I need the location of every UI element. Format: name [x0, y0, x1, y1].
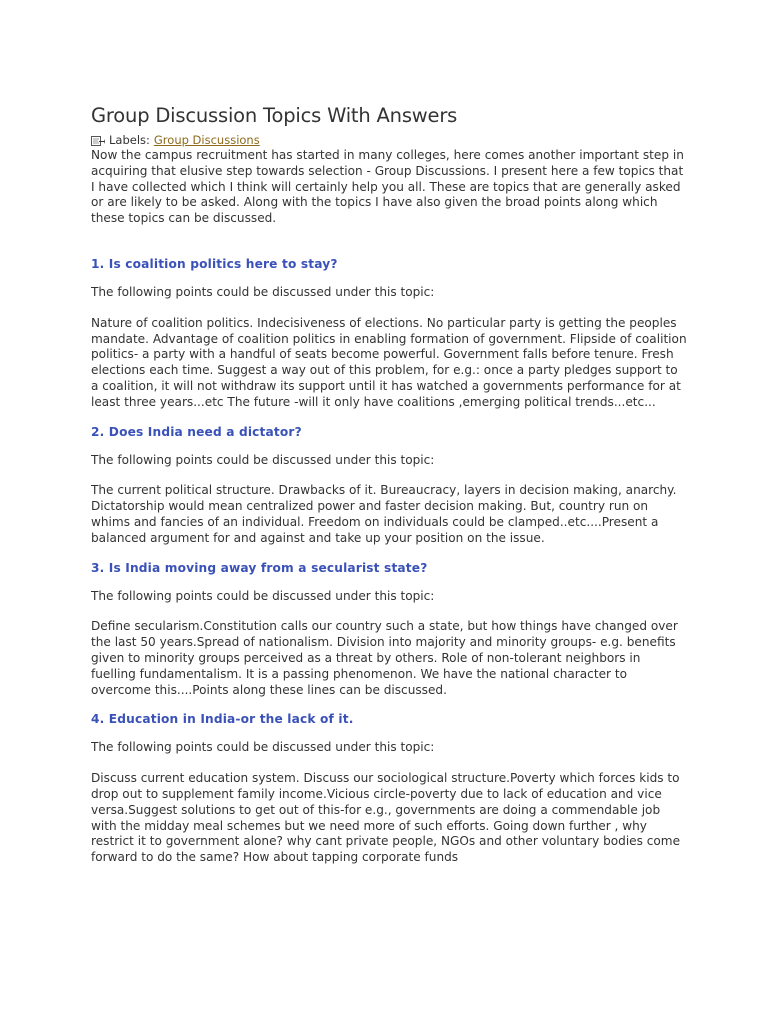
topic-lead: The following points could be discussed under this topic:: [91, 284, 435, 299]
label-tag-icon: [91, 135, 105, 146]
label-link-group-discussions[interactable]: Group Discussions: [153, 133, 260, 147]
post-labels: [91, 132, 687, 148]
topic-heading: 3. Is India moving away from a secularist state?: [91, 560, 428, 575]
post-title: Group Discussion Topics With Answers: [91, 104, 458, 127]
topic-lead: The following points could be discussed under this topic:: [91, 452, 435, 467]
topic-heading: 4. Education in India-or the lack of it.: [91, 712, 354, 727]
topic-heading: 1. Is coalition politics here to stay?: [91, 256, 338, 271]
labels-key: Labels:: [109, 133, 150, 147]
topic-lead: The following points could be discussed under this topic:: [91, 588, 435, 603]
post-content: [91, 103, 687, 866]
topic-body: Discuss current education system. Discuss our sociological structure.Poverty which forces kids to drop out to supplement family income.Vicious circle-poverty due to lack of education and vice versa.Suggest solutions to get out of this-for e.g., governments are doing a commendable job with the midday meal schemes but we need more of such efforts. Going down further , why restrict it to government alone? why cant private people, NGOs and other voluntary bodies come forward to do the same? How about tapping corporate funds: [91, 771, 681, 865]
topic-heading: 2. Does India need a dictator?: [91, 424, 302, 439]
topic-body: Nature of coalition politics. Indecisiveness of elections. No particular party is getting the peoples mandate. Advantage of coalition politics in enabling formation of government. Flipside of coalition politics- a party with a handful of seats become powerful. Government falls before tenure. Fresh elections each time. Suggest a way out of this problem, for e.g.: once a party pledges support to a coalition, it will not withdraw its support until it has watched a governments performance for at least three years...etc The future -will it only have coalitions ,emerging political trends...etc...: [91, 315, 687, 409]
topic-body: The current political structure. Drawbacks of it. Bureaucracy, layers in decision making, anarchy. Dictatorship would mean centralized power and faster decision making. But, country run on whims and fancies of an individual. Freedom on individuals could be clamped..etc....Present a balanced argument for and against and take up your position on the issue.: [91, 483, 677, 545]
topic-body: Define secularism.Constitution calls our country such a state, but how things have changed over the last 50 years.Spread of nationalism. Division into majority and minority groups- e.g. benefits given to minority groups perceived as a threat by others. Role of non-tolerant neighbors in fuelling fundamentalism. It is a passing phenomenon. We have the national character to overcome this....Points along these lines can be discussed.: [91, 619, 678, 697]
intro-paragraph: Now the campus recruitment has started in many colleges, here comes another important step in acquiring that elusive step towards selection - Group Discussions. I present here a few topics that I have collected which I think will certainly help you all. These are topics that are generally asked or are likely to be asked. Along with the topics I have also given the broad points along which these topics can be discussed.: [91, 148, 684, 226]
topic-lead: The following points could be discussed under this topic:: [91, 740, 435, 755]
